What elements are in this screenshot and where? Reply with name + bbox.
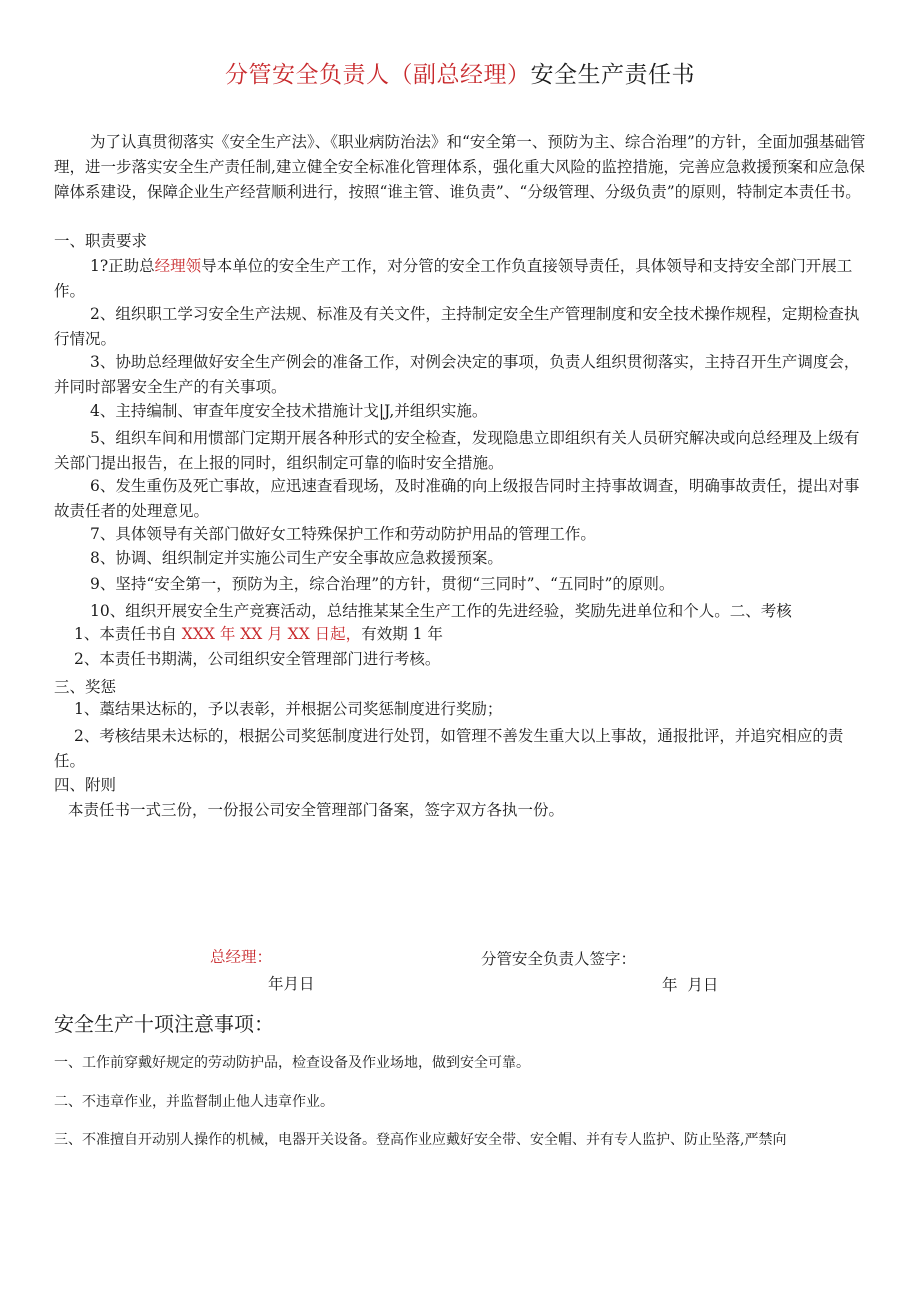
reward-item-1: 1、藁结果达标的，予以表彰，并根据公司奖惩制度进行奖励； <box>74 700 503 718</box>
title-black-part: 安全生产责任书 <box>530 62 695 88</box>
duty-item-10: 10、组织开展安全生产竞赛活动，总结推某某全生产工作的先进经验，奖励先进单位和个人。二、考核 <box>90 602 792 620</box>
note-item-1: 一、工作前穿戴好规定的劳动防护品，检查设备及作业场地，做到安全可靠。 <box>54 1055 530 1071</box>
note-item-2: 二、不违章作业，并监督制止他人违章作业。 <box>54 1094 334 1110</box>
duty-item-2: 2、组织职工学习安全生产法规、标准及有关文件，主持制定安全生产管理制度和安全技术操作规程，定期检查执行情况。 <box>54 305 860 348</box>
deputy-date: 年 月日 <box>662 976 719 994</box>
duty-1-rest: 导本单位的安全生产工作，对分管的安全工作负直接领导责任，具体领导和支持安全部门开展工作。 <box>54 257 853 300</box>
page-title <box>0 56 920 89</box>
notes-title: 安全生产十项注意事项： <box>54 1012 274 1036</box>
duty-item-9: 9、坚持“安全第一，预防为主，综合治理”的方针，贯彻“三同时”、“五同时”的原则。 <box>90 575 675 593</box>
section-heading-duties: 一、职责要求 <box>54 232 148 250</box>
assess-item-1 <box>74 622 894 647</box>
assess-1-prefix: 1、本责任书自 <box>74 625 182 643</box>
duty-item-4: 4、主持编制、审查年度安全技术措施计戈|J,并组织实施。 <box>90 402 488 420</box>
deputy-signature-label: 分管安全负责人签字： <box>481 950 637 968</box>
section-heading-appendix: 四、附则 <box>54 776 117 794</box>
appendix-text: 本责任书一式三份，一份报公司安全管理部门备案，签字双方各执一份。 <box>68 801 565 819</box>
duty-item-8: 8、协调、组织制定并实施公司生产安全事故应急救援预案。 <box>90 549 503 567</box>
gm-signature-label: 总经理： <box>210 948 273 966</box>
note-item-3: 三、不准擅自开动别人操作的机械，电器开关设备。登高作业应戴好安全带、安全帽、并有专人监护、防止坠落,严禁向 <box>54 1132 787 1148</box>
gm-date: 年月日 <box>268 975 315 993</box>
section-heading-rewards: 三、奖惩 <box>54 678 117 696</box>
assess-1-suffix: 有效期 1 年 <box>361 625 443 643</box>
reward-item-2: 2、考核结果未达标的，根据公司奖惩制度进行处罚，如管理不善发生重大以上事故，通报批评，并追究相应的责任。 <box>54 727 844 770</box>
assess-1-date: XXX 年 XX 月 XX 日起， <box>181 625 362 643</box>
assess-item-2: 2、本责任书期满，公司组织安全管理部门进行考核。 <box>74 650 441 668</box>
duty-1-prefix: 1?正助总 <box>90 257 155 275</box>
duty-1-red: 经理领 <box>154 257 202 275</box>
duty-item-3: 3、协助总经理做好安全生产例会的准备工作，对例会决定的事项，负责人组织贯彻落实，主持召开生产调度会，并同时部署安全生产的有关事项。 <box>54 353 860 396</box>
intro-paragraph: 为了认真贯彻落实《安全生产法》、《职业病防治法》和“安全第一、预防为主、综合治理”的方针，全面加强基础管理，进一步落实安全生产责任制,建立健全安全标准化管理体系，强化重大风险的监控措施，完善应急救援预案和应急保障体系建设，保障企业生产经营顺利进行，按照“谁主管、谁负责”、“分级管理、分级负责”的原则，特制定本责任书。 <box>54 133 866 201</box>
duty-item-6: 6、发生重伤及死亡事故，应迅速查看现场，及时准确的向上级报告同时主持事故调查，明确事故责任，提出对事故责任者的处理意见。 <box>54 477 860 520</box>
duty-item-1 <box>54 254 874 304</box>
duty-item-5: 5、组织车间和用惯部门定期开展各种形式的安全检查，发现隐患立即组织有关人员研究解决或向总经理及上级有关部门提出报告，在上报的同时，组织制定可靠的临时安全措施。 <box>54 429 860 472</box>
duty-item-7: 7、具体领导有关部门做好女工特殊保护工作和劳动防护用品的管理工作。 <box>90 525 596 543</box>
title-red-part: 分管安全负责人（副总经理） <box>225 62 531 88</box>
